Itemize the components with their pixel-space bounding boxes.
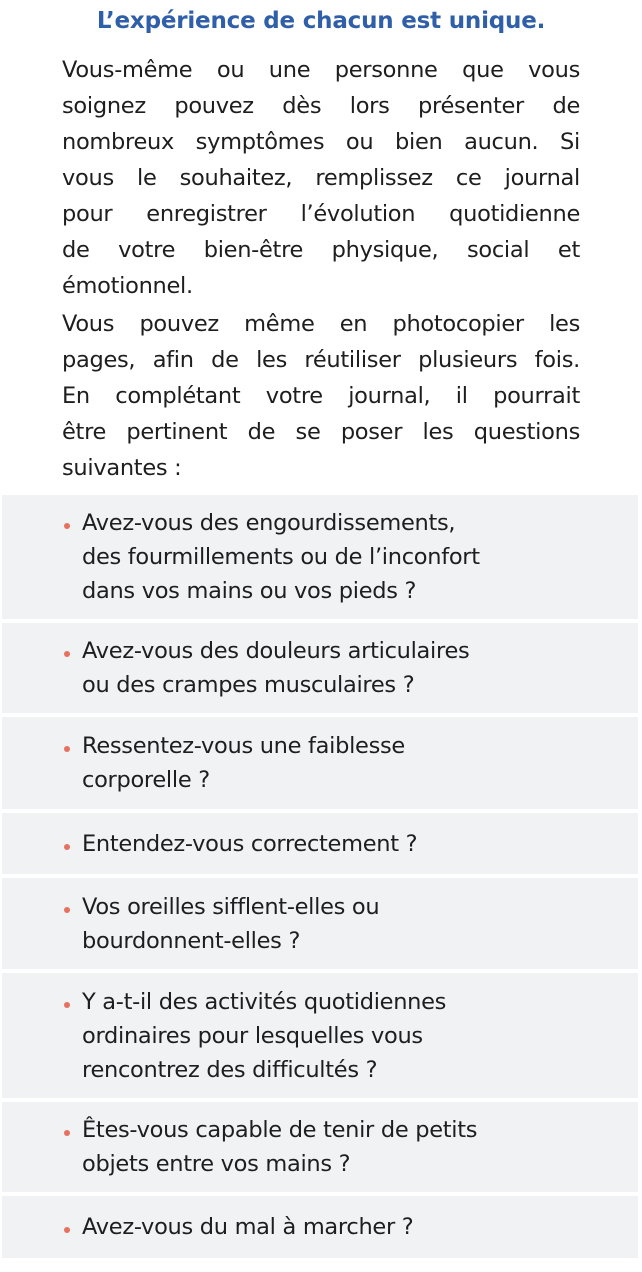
paragraph-line: être pertinent de se poser les questions <box>62 419 580 445</box>
question-line: Avez-vous des engourdissements, <box>82 510 456 536</box>
paragraph-line: soignez pouvez dès lors présenter de <box>62 93 580 119</box>
question-line: Avez-vous du mal à marcher ? <box>82 1214 414 1240</box>
question-line: corporelle ? <box>82 767 210 793</box>
paragraph-line: suivantes : <box>62 455 182 481</box>
question-line: ordinaires pour lesquelles vous <box>82 1022 423 1049</box>
question-item <box>2 813 638 874</box>
paragraph-line: de votre bien-être physique, social et <box>62 237 580 263</box>
question-line: Vos oreilles sifflent-elles ou <box>82 893 380 920</box>
paragraph-line: En complétant votre journal, il pourrait <box>62 383 580 409</box>
bullet-icon <box>64 1002 70 1008</box>
paragraph-line: émotionnel. <box>62 273 193 299</box>
paragraph-line: vous le souhaitez, remplissez ce journal <box>62 165 580 191</box>
question-item <box>2 495 638 619</box>
question-line: Êtes-vous capable de tenir de petits <box>82 1117 478 1143</box>
bullet-icon <box>64 651 70 657</box>
bullet-icon <box>64 1227 70 1233</box>
question-item <box>2 878 638 969</box>
question-line: des fourmillements ou de l’inconfort <box>82 544 480 570</box>
paragraph-line: pour enregistrer l’évolution quotidienne <box>62 201 580 227</box>
paragraph-line: nombreux symptômes ou bien aucun. Si <box>62 129 580 155</box>
question-line: objets entre vos mains ? <box>82 1151 351 1177</box>
question-line: rencontrez des difficultés ? <box>82 1056 378 1083</box>
paragraph-line: Vous pouvez même en photocopier les <box>62 311 580 337</box>
question-item <box>2 1196 638 1258</box>
question-line: bourdonnent-elles ? <box>82 927 301 954</box>
question-line: Avez-vous des douleurs articulaires <box>82 638 470 664</box>
question-line: dans vos mains ou vos pieds ? <box>82 578 417 604</box>
bullet-icon <box>64 523 70 529</box>
bullet-icon <box>64 1130 70 1136</box>
question-line: Ressentez-vous une faiblesse <box>82 733 405 759</box>
paragraph-line: pages, afin de les réutiliser plusieurs fois. <box>62 347 580 373</box>
bullet-icon <box>64 844 70 850</box>
question-item <box>2 717 638 809</box>
question-line: Y a-t-il des activités quotidiennes <box>82 988 447 1015</box>
page-title: L’expérience de chacun est unique. <box>96 8 546 34</box>
question-line: Entendez-vous correctement ? <box>82 830 418 857</box>
bullet-icon <box>64 746 70 752</box>
question-item <box>2 973 638 1098</box>
intro-paragraph <box>62 52 580 304</box>
question-line: ou des crampes musculaires ? <box>82 672 415 698</box>
question-item <box>2 1102 638 1192</box>
intro-paragraph <box>62 306 580 486</box>
bullet-icon <box>64 907 70 913</box>
question-item <box>2 623 638 713</box>
paragraph-line: Vous-même ou une personne que vous <box>62 57 580 83</box>
